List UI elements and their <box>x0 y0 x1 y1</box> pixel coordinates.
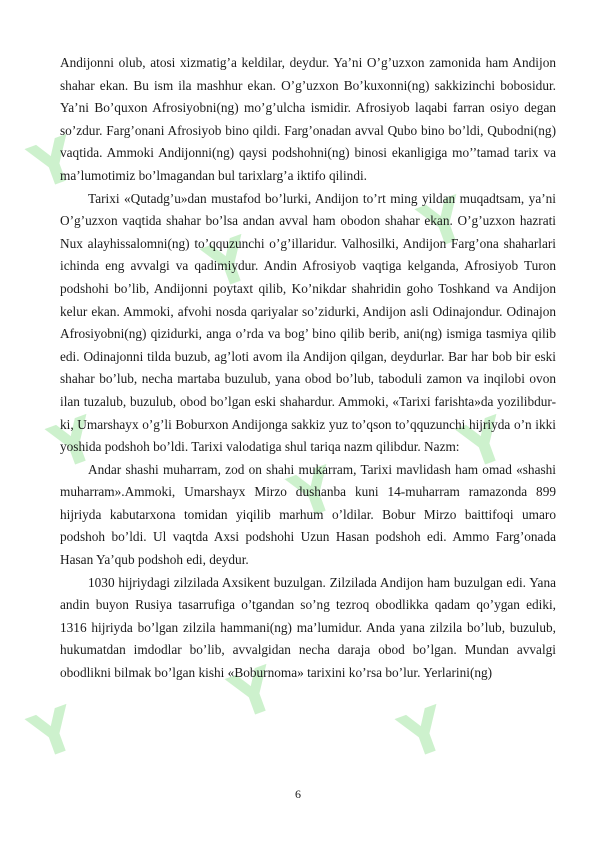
document-body <box>60 52 556 685</box>
watermark-glyph: Y <box>451 403 516 485</box>
watermark-glyph: Y <box>196 223 261 305</box>
page-number: 6 <box>295 787 301 801</box>
watermark-glyph: Y <box>221 653 286 735</box>
paragraph: Andar shashi muharram, zod on shahi mukarram, Tarixi mavlidash ham omad «shashi muharram».Ammoki, Umarshayx Mirzo dushanba kuni 14-muharram ramazonda 899 hijriyda kabutarxona tomidan yiqilib marhum o’ldilar. Bobur Mirzo baittifoqi umaro podshoh bo’ldi. Ul vaqtda Axsi podshohi Uzun Hasan podshoh edi. Ammo Farg’onada Hasan Ya’qub podshoh edi, deydur. <box>60 461 556 568</box>
paragraph: 1030 hijriydagi zilzilada Axsikent buzulgan. Zilzilada Andijon ham buzulgan edi. Yana andin buyon Rusiya tasarrufiga o’tgandan so’ng tezroq obodlikka qadam qo’ygan ediki, 1316 hijriyda bo’lgan zilzila hammani(ng) ma’lumidur. Anda yana zilzila bo’lub, buzulub, hukumatdan imdodlar bo’lib, avvalgidan necha daraja obod bo’lgan. Mundan avvalgi obodlikni bilmak bo’lgan kishi «Boburnoma» tarixini ko’rsa bo’lur. Yerlarini(ng) <box>60 574 556 681</box>
paragraph: Andijonni olub, atosi xizmatig’a keldilar, deydur. Ya’ni O’g’uzxon zamonida ham Andijon shahar ekan. Bu ism ila mashhur ekan. O’g’uzxon Bo’kuxonni(ng) sakkizinchi bobosidur. Ya’ni Bo’quxon Afrosiyobni(ng) mo’g’ulcha ismidir. Afrosiyob laqabi farran osiyo degan so’zdur. Farg’onani Afrosiyob bino qildi. Farg’onadan avval Qubo bino bo’ldi, Qubodni(ng) vaqtida. Ammoki Andijonni(ng) qaysi podshohni(ng) binosi ekanligiga mo’’tamad tarix va ma’lumotimiz bo’lmagandan bul tarixlarg’a iktifo qilindi. <box>60 55 556 183</box>
watermark-glyph: Y <box>391 693 456 775</box>
paragraph: Tarixi «Qutadg’u»dan mustafod bo’lurki, Andijon to’rt ming yildan muqadtsam, ya’ni O’g’uzxon vaqtida shahar bo’lsa andan avval ham obodon shahar ekan. O’g’uzxon hazrati Nux alayhissalomni(ng) to’qquzunchi o’g’illaridur. Valhosilki, Andijon Farg’ona shaharlari ichinda eng avvalgi va qadimiydur. Andin Afrosiyob vaqtiga kelganda, Afrosiyob Turon podshohi bo’lib, Andijonni poytaxt qilib, Ko’nikdar shahridin goho Toshkand va Andijon kelur ekan. Ammoki, afvohi nosda qariyalar so’zidurki, Andijon asli Odinajondur. Odinajon Afrosiyobni(ng) qizidurki, anga o’rda va bog’ bino qilib berib, ani(ng) ismiga tasmiya qilib edi. Odinajonni tilda buzub, ag’loti avom ila Andijon qilgan, deydurlar. Bar har bob bir eski shahar bo’lub, necha martaba buzulub, yana obod bo’lub, taboduli zamon va inqilobi ovon ilan tuzalub, buzulub, obod bo’lgan eski shahardur. Ammoki, «Tarixi farishta»da yozilibdur-ki, Umarshayx o’g’li Boburxon Andijonga sakkiz yuz to’qson to’qquzunchi hijriyda o’n ikki yoshida podshoh bo’ldi. Tarixi valodatiga shul tariqa nazm qilibdur. Nazm: <box>60 190 556 455</box>
watermark-glyph: Y <box>21 693 86 775</box>
watermark-glyph: Y <box>281 453 346 535</box>
watermark-glyph: Y <box>41 403 106 485</box>
watermark-glyph: Y <box>21 123 86 205</box>
watermark-glyph: Y <box>411 183 476 265</box>
